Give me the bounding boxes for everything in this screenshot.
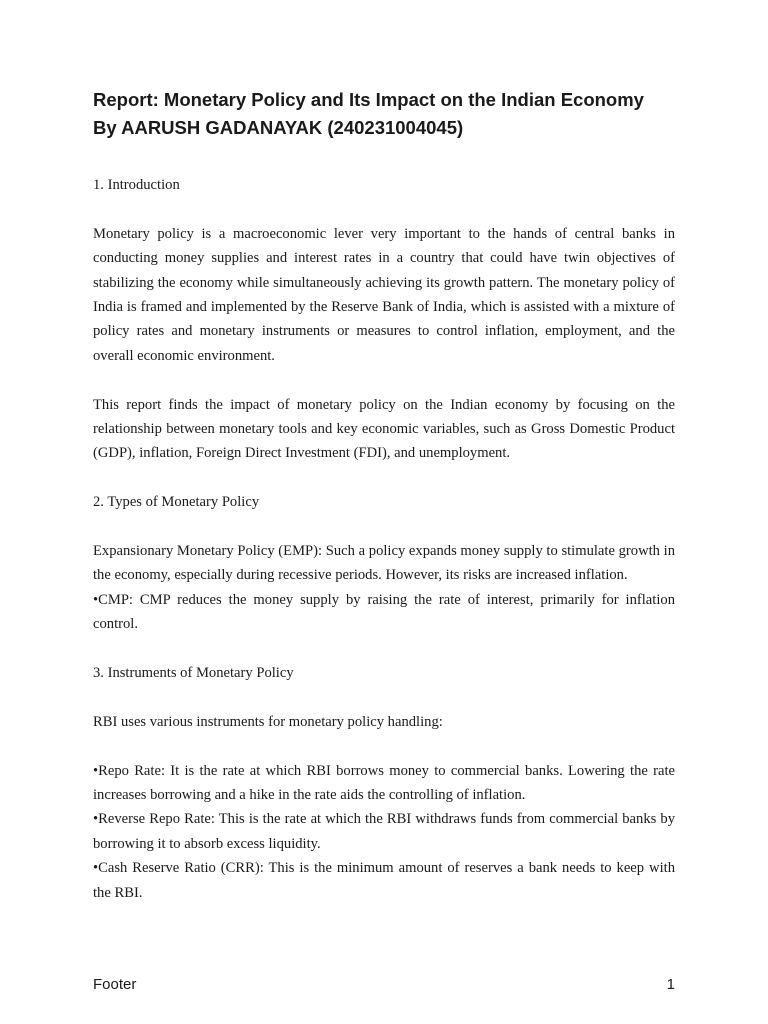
intro-paragraph-2: This report finds the impact of monetary policy on the Indian economy by focusing on the relationship between monetary tools and key economic variables, such as Gross Domestic Product (GDP), inflation, Foreign Direct Investment (FDI), and unemployment.	[93, 396, 675, 462]
types-emp-paragraph: Expansionary Monetary Policy (EMP): Such a policy expands money supply to stimulate growth in the economy, especially during recessive periods. However, its risks are increased inflation.	[93, 543, 675, 584]
instrument-repo-bullet: •Repo Rate: It is the rate at which RBI borrows money to commercial banks. Lowering the rate increases borrowing and a hike in the rate aids the controlling of inflation.	[93, 762, 675, 804]
report-title-line1: Report: Monetary Policy and Its Impact on the Indian Economy	[93, 89, 644, 110]
section-heading-introduction: 1. Introduction	[93, 177, 180, 193]
instruments-intro: RBI uses various instruments for monetary policy handling:	[93, 713, 443, 730]
section-heading-types: 2. Types of Monetary Policy	[93, 494, 260, 511]
page-number: 1	[666, 976, 675, 993]
report-title-line2: By AARUSH GADANAYAK (240231004045)	[93, 117, 464, 138]
instrument-reverse-repo-bullet: •Reverse Repo Rate: This is the rate at which the RBI withdraws funds from commercial banks by borrowing it to absorb excess liquidity.	[93, 811, 675, 852]
intro-paragraph-1: Monetary policy is a macroeconomic lever very important to the hands of central banks in conducting money supplies and interest rates in a country that could have twin objectives of stabilizing the economy while simultaneously achieving its growth pattern. The monetary policy of India is framed and implemented by the Reserve Bank of India, which is assisted with a mixture of policy rates and monetary instruments or measures to control inflation, employment, and the overall economic environment.	[93, 225, 675, 364]
types-cmp-bullet: •CMP: CMP reduces the money supply by raising the rate of interest, primarily for inflation control.	[93, 591, 675, 633]
document-page	[93, 86, 675, 905]
section-heading-instruments: 3. Instruments of Monetary Policy	[93, 665, 294, 682]
footer-label: Footer	[93, 976, 137, 993]
instrument-crr-bullet: •Cash Reserve Ratio (CRR): This is the minimum amount of reserves a bank needs to keep with the RBI.	[93, 860, 675, 901]
